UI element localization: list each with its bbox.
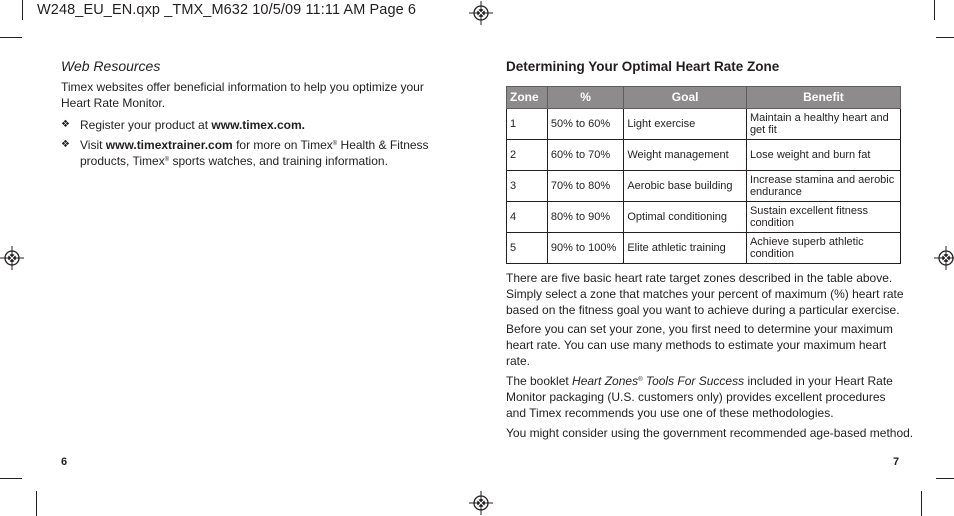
table-cell: Increase stamina and aerobic endurance — [746, 171, 900, 202]
list-item — [61, 117, 436, 133]
table-cell: 50% to 60% — [547, 109, 623, 140]
crop-mark — [0, 37, 22, 38]
registration-mark-icon — [0, 246, 24, 270]
list-item-text: Register your product at www.timex.com. — [80, 118, 305, 132]
column-header-zone: Zone — [507, 87, 548, 109]
registration-mark-icon — [469, 1, 493, 25]
table-cell: 90% to 100% — [547, 233, 623, 264]
crop-mark — [934, 0, 935, 20]
crop-mark — [36, 491, 37, 516]
crop-mark — [0, 478, 22, 479]
table-cell: 70% to 80% — [547, 171, 623, 202]
table-cell: Elite athletic training — [624, 233, 747, 264]
list-item — [61, 137, 436, 169]
paragraph-heart-zones-booklet: The booklet Heart Zones® Tools For Success included in your Heart Rate Monitor packaging (U.S. customers only) provides excellent procedures and Timex recommends you use one of these methodologies. — [506, 374, 893, 420]
list-item-text: Visit www.timextrainer.com for more on Timex® Health & Fitness products, Timex® sports watches, and training information. — [80, 138, 429, 168]
web-resources-intro: Timex websites offer beneficial information to help you optimize your Heart Rate Monitor. — [61, 80, 424, 110]
book-title: Heart Zones® Tools For Success — [572, 374, 745, 388]
table-cell: Weight management — [624, 140, 747, 171]
table-cell: 3 — [507, 171, 548, 202]
table-cell: Light exercise — [624, 109, 747, 140]
crop-mark — [921, 491, 922, 516]
timextrainer-link[interactable]: www.timextrainer.com — [105, 138, 233, 152]
table-cell: Aerobic base building — [624, 171, 747, 202]
table-cell: 4 — [507, 202, 548, 233]
table-cell: Lose weight and burn fat — [746, 140, 900, 171]
table-cell: 1 — [507, 109, 548, 140]
table-header-row — [507, 87, 901, 109]
paragraph-max-heart-rate: Before you can set your zone, you first need to determine your maximum heart rate. You can use many methods to estimate your maximum heart rate. — [506, 322, 893, 368]
bullet-diamond-icon: ❖ — [61, 119, 70, 130]
page-number-left: 6 — [61, 456, 68, 468]
timex-link[interactable]: www.timex.com. — [211, 118, 305, 132]
table-cell: 5 — [507, 233, 548, 264]
bullet-diamond-icon: ❖ — [61, 139, 70, 150]
column-header-percent: % — [547, 87, 623, 109]
print-slug: W248_EU_EN.qxp _TMX_M632 10/5/09 11:11 AM Page 6 — [37, 2, 417, 18]
section-title-web-resources: Web Resources — [61, 58, 161, 74]
table-cell: Maintain a healthy heart and get fit — [746, 109, 900, 140]
table-cell: Optimal conditioning — [624, 202, 747, 233]
table-row — [507, 202, 901, 233]
registration-mark-icon — [934, 246, 954, 270]
table-cell: 2 — [507, 140, 548, 171]
table-row — [507, 233, 901, 264]
heart-rate-zone-table — [506, 86, 901, 264]
page-number-right: 7 — [893, 456, 900, 468]
registration-mark-icon — [469, 491, 493, 515]
crop-mark — [936, 478, 954, 479]
table-cell: Achieve superb athletic condition — [746, 233, 900, 264]
column-header-goal: Goal — [624, 87, 747, 109]
crop-mark — [22, 0, 23, 20]
paragraph-age-based-method: You might consider using the government recommended age-based method. — [506, 426, 914, 440]
section-title-heart-rate-zone: Determining Your Optimal Heart Rate Zone — [506, 59, 780, 74]
table-row — [507, 140, 901, 171]
table-row — [507, 109, 901, 140]
table-cell: 60% to 70% — [547, 140, 623, 171]
paragraph-zones-explanation: There are five basic heart rate target zones described in the table above. Simply select a zone that matches your percent of maximum (%) heart rate based on the fitness goal you want to achieve during a particular exercise. — [506, 271, 904, 317]
column-header-benefit: Benefit — [746, 87, 900, 109]
crop-mark — [936, 37, 954, 38]
table-row — [507, 171, 901, 202]
table-cell: 80% to 90% — [547, 202, 623, 233]
table-cell: Sustain excellent fitness condition — [746, 202, 900, 233]
